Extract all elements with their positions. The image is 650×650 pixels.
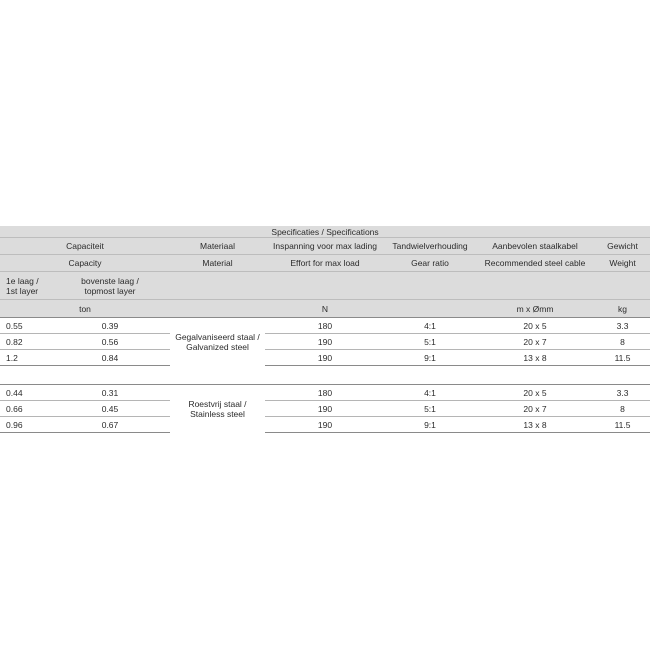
header-row-layers (0, 272, 650, 300)
material-galvanized: Gegalvaniseerd staal / Galvanized steel (170, 318, 265, 366)
header-first-layer: 1e laag / 1st layer (0, 272, 50, 300)
header-cable-en: Recommended steel cable (475, 255, 595, 272)
header-effort-nl: Inspanning voor max lading (265, 238, 385, 255)
table-row: 0.96 0.67 190 9:1 13 x 8 11.5 (0, 417, 650, 433)
header-cable-nl: Aanbevolen staalkabel (475, 238, 595, 255)
header-capacity-en: Capacity (0, 255, 170, 272)
header-row-dutch (0, 238, 650, 255)
header-row-units (0, 300, 650, 318)
unit-weight: kg (595, 300, 650, 318)
header-effort-en: Effort for max load (265, 255, 385, 272)
unit-effort: N (265, 300, 385, 318)
header-weight-en: Weight (595, 255, 650, 272)
group-spacer (0, 366, 650, 385)
header-weight-nl: Gewicht (595, 238, 650, 255)
unit-capacity: ton (0, 300, 170, 318)
table-row: 0.66 0.45 190 5:1 20 x 7 8 (0, 401, 650, 417)
header-gear-ratio-nl: Tandwielverhouding (385, 238, 475, 255)
table-title: Specificaties / Specifications (271, 226, 379, 237)
table-row: 0.82 0.56 190 5:1 20 x 7 8 (0, 334, 650, 350)
table-row: 0.44 0.31 Roestvrij staal / Stainless steel 180 4:1 20 x 5 3.3 (0, 385, 650, 401)
material-stainless: Roestvrij staal / Stainless steel (170, 385, 265, 433)
table-row: 0.55 0.39 Gegalvaniseerd staal / Galvanized steel 180 4:1 20 x 5 3.3 (0, 318, 650, 334)
specifications-table (0, 226, 650, 433)
header-material-en: Material (170, 255, 265, 272)
header-material-nl: Materiaal (170, 238, 265, 255)
header-gear-ratio-en: Gear ratio (385, 255, 475, 272)
header-row-english (0, 255, 650, 272)
table-title-row (0, 226, 650, 238)
header-topmost-layer: bovenste laag / topmost layer (50, 272, 170, 300)
header-capacity-nl: Capaciteit (0, 238, 170, 255)
table-row: 1.2 0.84 190 9:1 13 x 8 11.5 (0, 350, 650, 366)
unit-cable: m x Ømm (475, 300, 595, 318)
